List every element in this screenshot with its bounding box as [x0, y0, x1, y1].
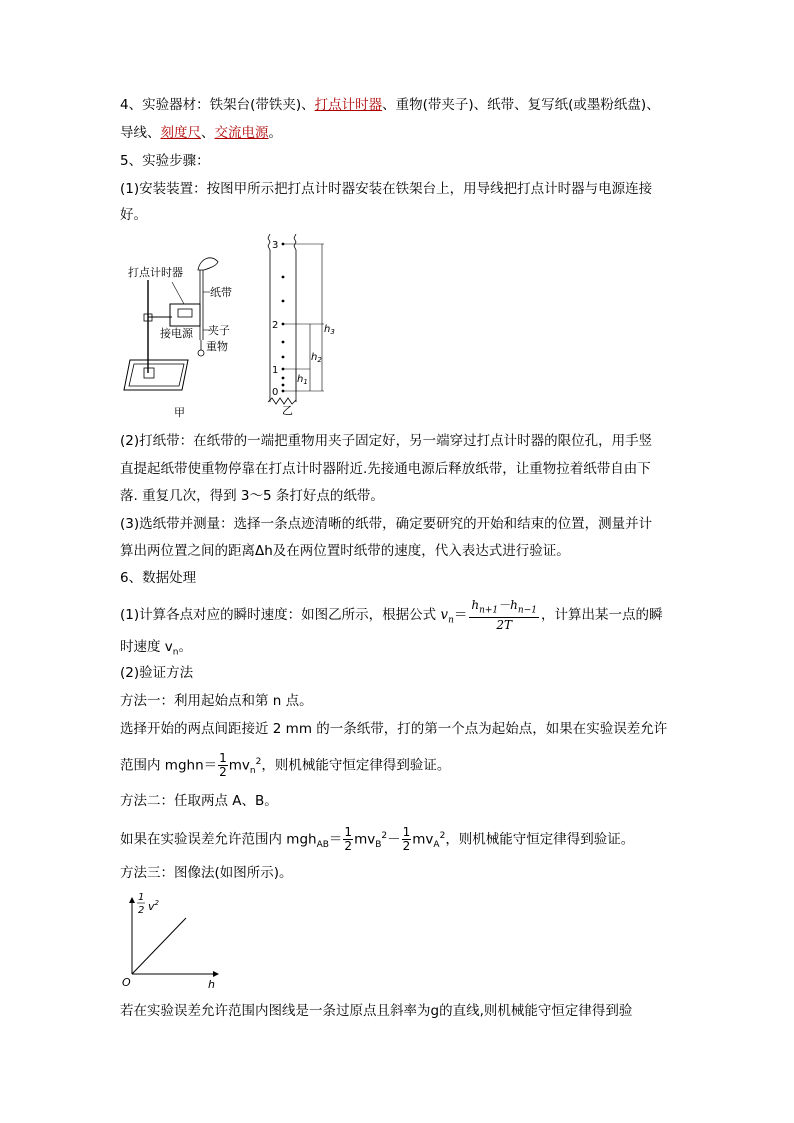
steps-heading: 5、实验步骤：: [120, 153, 210, 169]
tape-figure: [252, 232, 342, 417]
apparatus-figure: [120, 240, 250, 420]
point-1: 1: [272, 365, 279, 376]
y-axis-label: $v^2$: [148, 899, 159, 913]
step3-line-1: (3)选纸带并测量：选择一条点迹清晰的纸带，确定要研究的开始和结束的位置，测量并计: [120, 516, 653, 532]
step1-line-1: (1)安装装置：按图甲所示把打点计时器安装在铁架台上，用导线把打点计时器与电源连接: [120, 181, 653, 197]
velocity-formula-line: [120, 598, 662, 636]
velocity-fraction: $\frac{h_{n+1}-h_{n-1}}{2T}$: [471, 598, 537, 633]
equipment-text-2: 导线、: [120, 125, 161, 141]
formula-post: ，计算出某一点的瞬: [540, 607, 663, 624]
h2-label: $h_2$: [311, 352, 322, 364]
separator: 、: [201, 125, 215, 141]
timer-label: 打点计时器: [128, 266, 183, 279]
point-2: 2: [272, 320, 279, 331]
half-fraction-b: $\frac{1}{2}$: [344, 825, 353, 853]
power-label: 接电源: [160, 327, 193, 340]
step3-line-2: 算出两位置之间的距离Δh及在两位置时纸带的速度，代入表达式进行验证。: [120, 543, 570, 559]
step2-line-3: 落. 重复几次，得到 3～5 条打好点的纸带。: [120, 488, 384, 504]
ac-power-keyword: 交流电源: [214, 125, 269, 141]
formula-lhs: $v_n$: [440, 607, 454, 626]
weight-label: 重物: [206, 340, 228, 353]
method3-title: 方法三：图像法(如图所示)。: [120, 865, 293, 881]
period: 。: [268, 125, 282, 141]
half-fraction-a: $\frac{1}{2}$: [402, 825, 411, 853]
y-num: 1: [138, 892, 145, 903]
h1-label: $h_1$: [297, 374, 308, 386]
data-heading: 6、数据处理: [120, 570, 197, 586]
point-3: 3: [272, 240, 279, 251]
ruler-keyword: 刻度尺: [160, 125, 201, 141]
method1-title: 方法一：利用起始点和第 n 点。: [120, 693, 313, 709]
caption-yi: 乙: [282, 404, 293, 417]
timer-keyword: 打点计时器: [314, 97, 383, 113]
origin-label: O: [122, 976, 131, 989]
method2-line: 如果在实验误差允许范围内 mgh$_{AB}$＝ $\frac{1}{2}$ $mv_B^2-$ $\frac{1}{2}$ $mv_A^2$，则机械能守恒定律得到验证。: [120, 825, 635, 853]
verify-heading: (2)验证方法: [120, 665, 194, 681]
equipment-text-cont: 、重物(带夹子)、纸带、复写纸(或墨粉纸盘)、: [382, 97, 660, 113]
tape-label: 纸带: [210, 286, 232, 299]
y-den: 2: [138, 905, 145, 916]
caption-jia: 甲: [174, 406, 185, 419]
formula-intro: (1)计算各点对应的瞬时速度：如图乙所示，根据公式: [120, 607, 441, 624]
proportional-line: [132, 918, 186, 974]
h3-label: $h_3$: [324, 324, 335, 336]
equipment-line-2: [120, 124, 282, 142]
energy-graph: [118, 888, 228, 998]
velocity-line-2: 时速度 $v_n$。: [120, 639, 192, 658]
equipment-line-1: [120, 96, 660, 114]
step2-line-2: 直提起纸带使重物停靠在打点计时器附近.先接通电源后释放纸带，让重物拉着纸带自由下: [120, 461, 651, 477]
method1-line-2: 范围内 mghn＝ $\frac{1}{2}$ $mv_n^2$，则机械能守恒定律得到验证。: [120, 751, 451, 779]
step1-line-2: 好。: [120, 207, 147, 223]
x-axis-label: h: [208, 978, 215, 991]
point-0: 0: [272, 387, 279, 398]
method2-title: 方法二：任取两点 A、B。: [120, 793, 278, 809]
method1-line-1: 选择开始的两点间距接近 2 mm 的一条纸带，打的第一个点为起始点，如果在实验误差允许: [120, 721, 668, 737]
equipment-text: 4、实验器材：铁架台(带铁夹)、: [120, 97, 315, 113]
half-fraction: $\frac{1}{2}$: [219, 751, 227, 779]
clip-label: 夹子: [208, 324, 230, 337]
formula-eq: ＝: [453, 607, 468, 624]
step2-line-1: (2)打纸带：在纸带的一端把重物用夹子固定好，另一端穿过打点计时器的限位孔，用手竖: [120, 433, 653, 449]
conclusion-line: 若在实验误差允许范围内图线是一条过原点且斜率为g的直线,则机械能守恒定律得到验: [120, 1003, 633, 1019]
